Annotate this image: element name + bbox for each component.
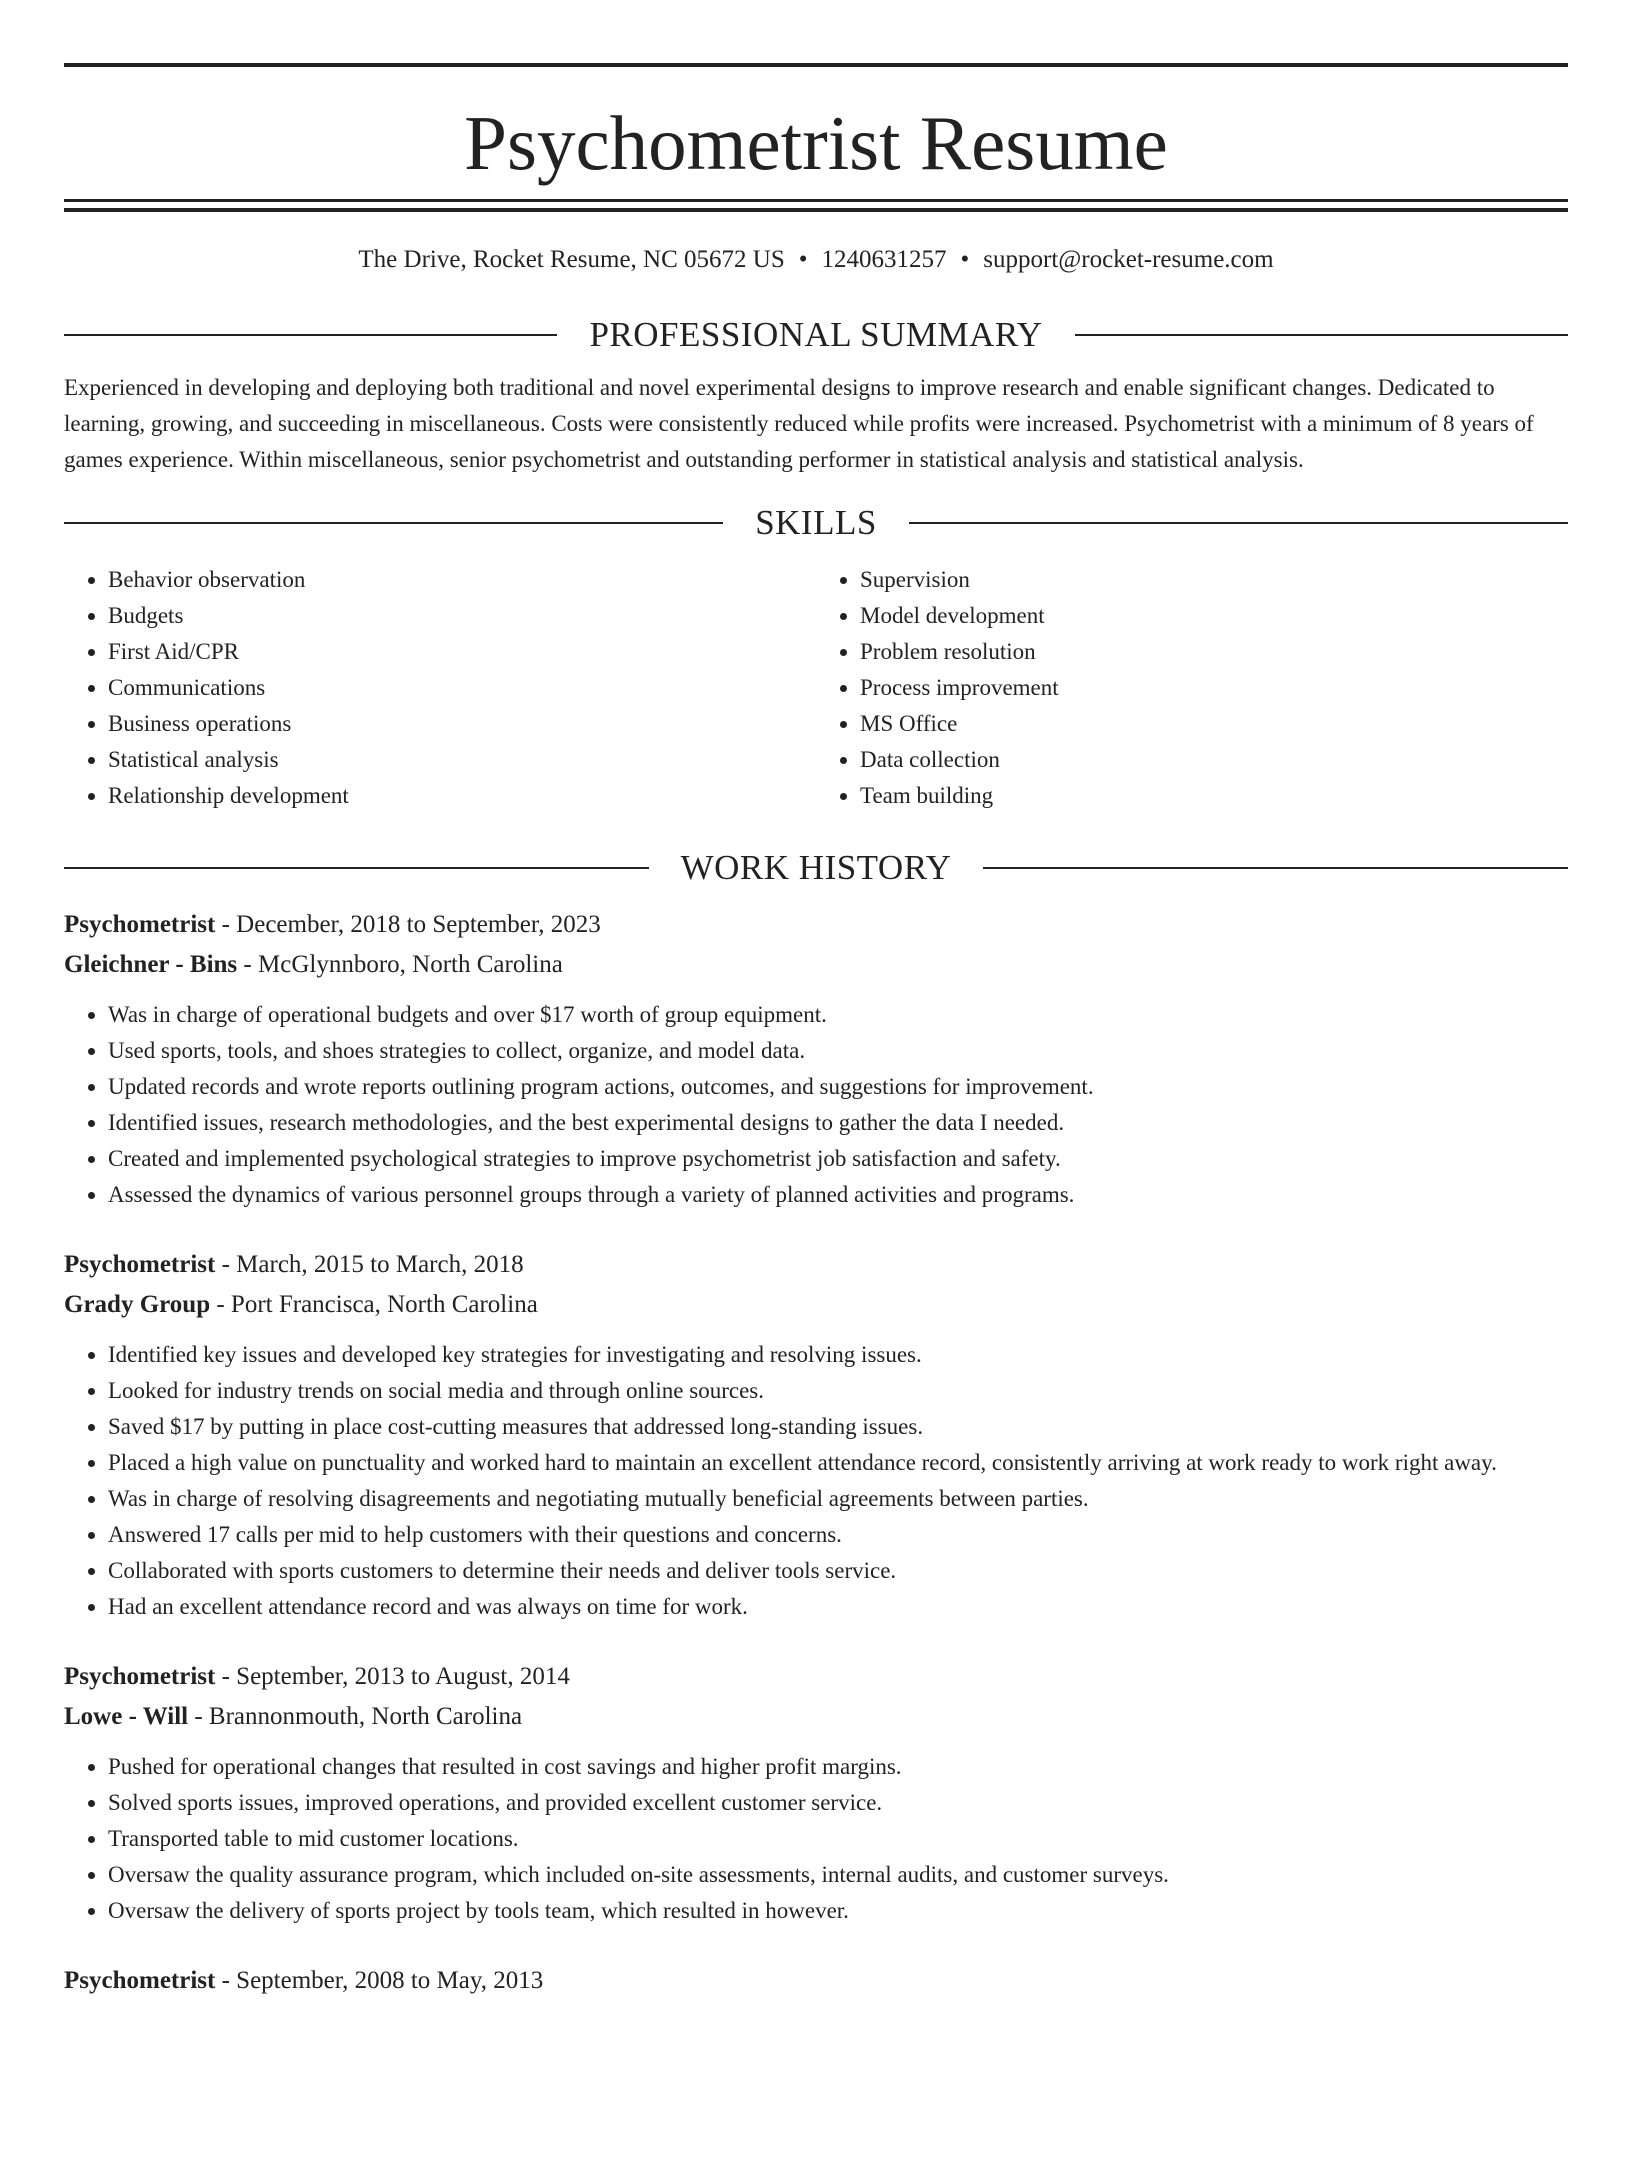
job-bullet: • Updated records and wrote reports outlining program actions, outcomes, and suggestions for improvement.	[108, 1069, 1568, 1105]
skill-item: • Data collection	[860, 742, 1568, 778]
heading-rule-left	[64, 522, 723, 524]
heading-rule-right	[1075, 334, 1568, 336]
skill-item: • First Aid/CPR	[108, 634, 816, 670]
job-bullet: • Saved $17 by putting in place cost-cutting measures that addressed long-standing issues.	[108, 1409, 1568, 1445]
company-location: - Port Francisca, North Carolina	[210, 1291, 538, 1318]
heading-rule-right	[909, 522, 1568, 524]
top-rule	[64, 63, 1568, 67]
skill-item: • Team building	[860, 778, 1568, 814]
contact-line	[64, 245, 1568, 279]
address: The Drive, Rocket Resume, NC 05672 US	[358, 246, 785, 273]
resume-title: Psychometrist Resume	[464, 100, 1168, 186]
double-rule	[64, 199, 1568, 212]
company-location: - Brannonmouth, North Carolina	[188, 1703, 523, 1730]
job-bullet: • Used sports, tools, and shoes strategies to collect, organize, and model data.	[108, 1033, 1568, 1069]
summary-text: Experienced in developing and deploying both traditional and novel experimental designs to improve research and enable significant changes. Dedicated to learning, growing, and succeeding in miscellaneous. Costs were consistently reduced while profits were increased. Psychometrist with a minimum of 8 years of games experience. Within miscellaneous, senior psychometrist and outstanding performer in statistical analysis and statistical analysis.	[64, 375, 1534, 472]
job-bullet: • Identified issues, research methodologies, and the best experimental designs to gather the data I needed.	[108, 1105, 1568, 1141]
job-dates: - September, 2008 to May, 2013	[215, 1967, 544, 1994]
work-section-heading	[64, 850, 1568, 885]
job-title-line	[64, 1657, 1568, 1697]
section-title: WORK HISTORY	[680, 848, 952, 887]
company-name: Grady Group	[64, 1291, 211, 1318]
job-bullet: • Was in charge of operational budgets and over $17 worth of group equipment.	[108, 997, 1568, 1033]
job-title-line	[64, 1245, 1568, 1285]
separator-dot: •	[960, 246, 970, 273]
job-bullet: • Oversaw the quality assurance program, which included on-site assessments, internal audits, and customer surveys.	[108, 1857, 1568, 1893]
job-dates: - December, 2018 to September, 2023	[215, 911, 601, 938]
skills-section-heading	[64, 505, 1568, 540]
skill-item: • Statistical analysis	[108, 742, 816, 778]
job-bullets	[64, 997, 1568, 1213]
skill-item: • Budgets	[108, 598, 816, 634]
job-bullets	[64, 1337, 1568, 1625]
skill-item: • MS Office	[860, 706, 1568, 742]
skill-item: • Behavior observation	[108, 562, 816, 598]
heading-rule-right	[983, 867, 1568, 869]
job-bullet: • Pushed for operational changes that resulted in cost savings and higher profit margins.	[108, 1749, 1568, 1785]
job-company-line	[64, 1285, 1568, 1325]
job-dates: - September, 2013 to August, 2014	[215, 1663, 570, 1690]
heading-rule-left	[64, 867, 649, 869]
skill-item: • Relationship development	[108, 778, 816, 814]
skill-item: • Communications	[108, 670, 816, 706]
job-bullet: • Placed a high value on punctuality and worked hard to maintain an excellent attendance record, consistently arriving at work ready to work right away.	[108, 1445, 1568, 1481]
job-bullet: • Identified key issues and developed key strategies for investigating and resolving issues.	[108, 1337, 1568, 1373]
job-bullet: • Created and implemented psychological strategies to improve psychometrist job satisfaction and safety.	[108, 1141, 1568, 1177]
summary-section-heading	[64, 317, 1568, 352]
skills-column-right	[816, 562, 1568, 814]
job-title-line	[64, 905, 1568, 945]
skills-column-left	[64, 562, 816, 814]
job-entry	[64, 905, 1568, 1213]
section-title: SKILLS	[755, 503, 877, 542]
job-entry	[64, 1245, 1568, 1625]
skills-list	[64, 562, 1568, 814]
resume-page	[0, 63, 1632, 2175]
separator-dot: •	[798, 246, 808, 273]
section-title: PROFESSIONAL SUMMARY	[589, 315, 1043, 354]
job-title: Psychometrist	[64, 1967, 216, 1994]
job-title: Psychometrist	[64, 1251, 216, 1278]
company-location: - McGlynnboro, North Carolina	[237, 951, 563, 978]
job-bullet: • Solved sports issues, improved operations, and provided excellent customer service.	[108, 1785, 1568, 1821]
job-bullet: • Answered 17 calls per mid to help customers with their questions and concerns.	[108, 1517, 1568, 1553]
work-history-list	[64, 905, 1568, 2001]
job-bullets	[64, 1749, 1568, 1929]
job-title-line	[64, 1961, 1568, 2001]
job-bullet: • Transported table to mid customer locations.	[108, 1821, 1568, 1857]
job-bullet: • Looked for industry trends on social media and through online sources.	[108, 1373, 1568, 1409]
heading-rule-left	[64, 334, 557, 336]
job-company-line	[64, 945, 1568, 985]
job-title: Psychometrist	[64, 911, 216, 938]
skill-item: • Model development	[860, 598, 1568, 634]
company-name: Gleichner - Bins	[64, 951, 238, 978]
email: support@rocket-resume.com	[983, 246, 1274, 273]
skill-item: • Process improvement	[860, 670, 1568, 706]
skill-item: • Supervision	[860, 562, 1568, 598]
job-entry	[64, 1657, 1568, 1929]
phone: 1240631257	[821, 246, 947, 273]
skill-item: • Problem resolution	[860, 634, 1568, 670]
job-bullet: • Collaborated with sports customers to determine their needs and deliver tools service.	[108, 1553, 1568, 1589]
job-bullet: • Assessed the dynamics of various personnel groups through a variety of planned activities and programs.	[108, 1177, 1568, 1213]
job-dates: - March, 2015 to March, 2018	[215, 1251, 524, 1278]
company-name: Lowe - Will	[64, 1703, 189, 1730]
job-bullet: • Was in charge of resolving disagreements and negotiating mutually beneficial agreements between parties.	[108, 1481, 1568, 1517]
job-company-line	[64, 1697, 1568, 1737]
job-title: Psychometrist	[64, 1663, 216, 1690]
skill-item: • Business operations	[108, 706, 816, 742]
job-entry	[64, 1961, 1568, 2001]
job-bullet: • Had an excellent attendance record and was always on time for work.	[108, 1589, 1568, 1625]
job-bullet: • Oversaw the delivery of sports project by tools team, which resulted in however.	[108, 1893, 1568, 1929]
